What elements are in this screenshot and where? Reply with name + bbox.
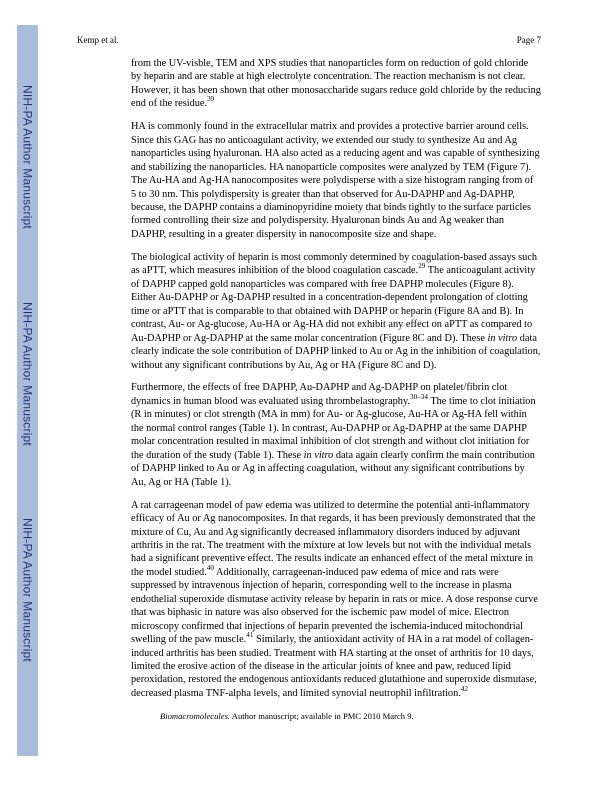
watermark-label: NIH-PA Author Manuscript	[20, 518, 35, 662]
manuscript-body	[131, 57, 541, 710]
body-paragraph-2: HA is commonly found in the extracellular matrix and provides a protective barrier around cells. Since this GAG has no anticoagulant activity, we extended our study to synthesize Au and Ag nanoparticles using hyaluronan. HA also acted as a reducing agent and was capable of synthesizing and stabilizing the nanoparticles. HA nanoparticle composites were analyzed by TEM (Figure 7). The Au-HA and Ag-HA nanocomposites were polydisperse with a size histogram ranging from of 5 to 30 nm. This polydispersity is greater than that observed for Au-DAPHP and Ag-DAPHP, because, the DAPHP contains a diaminopyridine moiety that binds tightly to the surface particles formed controlling their size and polydispersity. Hyaluronan binds Au and Ag weaker than DAPHP, resulting in a greater dispersity in nanocomposite size and shape.	[131, 121, 540, 240]
body-paragraph-5: A rat carrageenan model of paw edema was utilized to determine the potential anti-inflammatory efficacy of Au or Ag nanocomposites. In that regards, it has been previously demonstrated that the mixture of Cu, Au and Ag significantly decreased inflammatory disorders induced by adjuvant arthritis in the rat. The treatment with the mixture at low levels but not with the individual metals had a significant preventive effect. The results indicate an enhanced effect of the metal mixture in the model studied.$^{40}$ Additionally, carrageenan-induced paw edema of mice and rats were suppressed by intravenous injection of heparin, corresponding well to the increase in plasma endothelial superoxide dismutase activity release by heparin in rats or mice. A dose response curve that was biphasic in nature was also observed for the ischemic paw model of mice. Electron microscopy confirmed that injections of heparin prevented the ischemia-induced mitochondrial swelling of the paw muscle.$^{41}$ Similarly, the antioxidant activity of HA in a rat model of collagen-induced arthritis has been studied. Treatment with HA starting at the onset of arthritis for 10 days, limited the erosive action of the disease in the articular joints of knee and paw, reduced lipid peroxidation, restored the endogenous antioxidants reduced glutathione and superoxide dismutase, decreased plasma TNF-alpha levels, and limited synovial neutrophil infiltration.$^{42}$	[131, 499, 538, 699]
header-author: Kemp et al.	[77, 35, 119, 45]
header-page-number: Page 7	[516, 35, 541, 45]
body-paragraph-4: Furthermore, the effects of free DAPHP, Au-DAPHP and Ag-DAPHP on platelet/fibrin clot dynamics in human blood was evaluated using thrombelastography.$^{30-34}$ The time to clot initiation (R in minutes) or clot strength (MA in mm) for Au- or Ag-glucose, Au-HA or Ag-HA fell within the normal control ranges (Table 1). In contrast, Au-DAPHP or Ag-DAPHP at the same DAPHP molar concentration resulted in maximal inhibition of clot strength and without clot initiation for the duration of the study (Table 1). These in vitro data again clearly confirm the main contribution of DAPHP linked to Au or Ag in affecting coagulation, without any significant contributions by Au, Ag or HA (Table 1).	[131, 382, 536, 488]
body-paragraph-3: The biological activity of heparin is most commonly determined by coagulation-based assays such as aPTT, which measures inhibition of the blood coagulation cascade.$^{29}$ The anticoagulant activity of DAPHP capped gold nanoparticles was compared with free DAPHP molecules (Figure 8). Either Au-DAPHP or Ag-DAPHP resulted in a concentration-dependent prolongation of clotting time or aPTT that is comparable to that obtained with DAPHP or heparin (Figure 8A and B). In contrast, Au- or Ag-glucose, Au-HA or Ag-HA did not exhibit any effect on aPTT as compared to Au-DAPHP or Ag-DAPHP at the same molar concentration (Figure 8C and D). These in vitro data clearly indicate the sole contribution of DAPHP linked to Au or Ag in the inhibition of coagulation, without any significant contributions by Au, Ag or HA (Figure 8C and D).	[131, 251, 541, 371]
watermark-label: NIH-PA Author Manuscript	[20, 85, 35, 229]
nih-pa-watermark-bar	[17, 25, 38, 756]
body-paragraph-1: from the UV-visble, TEM and XPS studies that nanoparticles form on reduction of gold chloride by heparin and are stable at high electrolyte concentration. The reaction mechanism is not clear. However, it has been shown that other monosaccharide sugars reduce gold chloride by the reducing end of the residue.$^{39}$	[131, 58, 541, 110]
watermark-label: NIH-PA Author Manuscript	[20, 302, 35, 446]
running-header	[77, 35, 541, 46]
footer-citation: Biomacromolecules. Author manuscript; available in PMC 2010 March 9.	[160, 711, 414, 721]
